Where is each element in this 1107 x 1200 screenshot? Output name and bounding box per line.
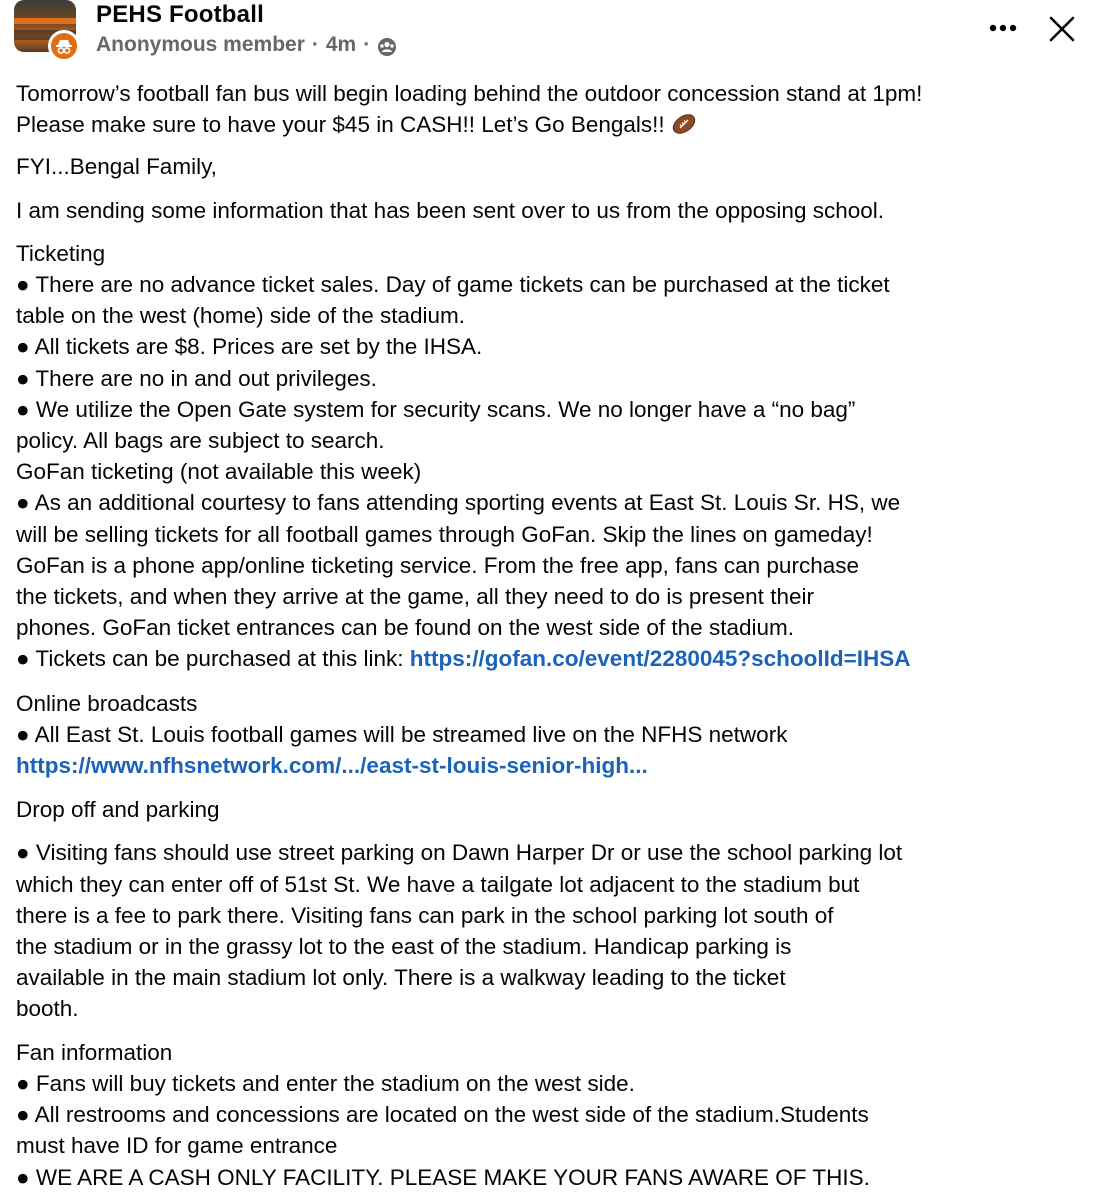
post-text-line: which they can enter off of 51st St. We have a tailgate lot adjacent to the stadium but	[16, 871, 860, 897]
post-text-line: policy. All bags are subject to search.	[16, 428, 385, 454]
football-emoji	[671, 112, 697, 134]
section-heading-gofan: GoFan ticketing (not available this week)	[16, 459, 422, 485]
post-text-line: will be selling tickets for all football games through GoFan. Skip the lines on gameday!	[16, 521, 873, 547]
post-text-line: ● WE ARE A CASH ONLY FACILITY. PLEASE MAKE YOUR FANS AWARE OF THIS.	[16, 1164, 870, 1190]
greeting: FYI...Bengal Family,	[16, 154, 217, 180]
anonymous-badge-icon	[48, 30, 80, 62]
post-text-line: ● All restrooms and concessions are located on the west side of the stadium.Students	[16, 1102, 869, 1128]
nfhs-network-link[interactable]: https://www.nfhsnetwork.com/.../east-st-louis-senior-high...	[16, 753, 648, 779]
section-heading-broadcasts: Online broadcasts	[16, 690, 198, 716]
post-text-line	[16, 109, 1096, 140]
post-text-line: the tickets, and when they arrive at the game, all they need to do is present their	[16, 584, 814, 610]
post-text-line: Tomorrow’s football fan bus will begin loading behind the outdoor concession stand at 1pm!	[16, 81, 923, 106]
post-text-line: available in the main stadium lot only. There is a walkway leading to the ticket	[16, 965, 786, 991]
post-text-line: ● Visiting fans should use street parking on Dawn Harper Dr or use the school parking lot	[16, 840, 903, 866]
gofan-ticket-link[interactable]: https://gofan.co/event/2280045?schoolId=IHSA	[409, 646, 911, 672]
post-text-line: ● All tickets are $8. Prices are set by the IHSA.	[16, 334, 483, 360]
post-text-line: table on the west (home) side of the stadium.	[16, 303, 465, 329]
meta-separator: ·	[311, 33, 319, 56]
post-text-line: phones. GoFan ticket entrances can be found on the west side of the stadium.	[16, 615, 794, 641]
post-text: ● Tickets can be purchased at this link:	[16, 646, 410, 672]
post-body	[16, 78, 1096, 1193]
sending-info: I am sending some information that has been sent over to us from the opposing school.	[16, 197, 884, 223]
post-text: Please make sure to have your $45 in CASH!! Let’s Go Bengals!!	[16, 112, 665, 138]
post-text-line	[16, 643, 1096, 674]
more-horizontal-icon[interactable]	[986, 18, 1022, 38]
post-text-line: GoFan is a phone app/online ticketing service. From the free app, fans can purchase	[16, 552, 859, 578]
section-heading-parking: Drop off and parking	[16, 797, 220, 823]
meta-separator: ·	[363, 33, 371, 56]
post-text-line: ● We utilize the Open Gate system for security scans. We no longer have a “no bag”	[16, 396, 856, 422]
post-text-line: ● There are no in and out privileges.	[16, 365, 377, 391]
section-heading-ticketing: Ticketing	[16, 240, 106, 266]
avatar-group[interactable]	[14, 0, 84, 60]
post-meta	[96, 33, 397, 57]
group-name-link[interactable]: PEHS Football	[96, 1, 264, 28]
post-text-line	[16, 750, 1096, 781]
post-text-line: ● All East St. Louis football games will be streamed live on the NFHS network	[16, 721, 788, 747]
post-text-line: ● There are no advance ticket sales. Day of game tickets can be purchased at the ticket	[16, 272, 890, 298]
post-text-line: ● Fans will buy tickets and enter the stadium on the west side.	[16, 1070, 635, 1096]
post-text-line: ● As an additional courtesy to fans attending sporting events at East St. Louis Sr. HS, we	[16, 490, 901, 516]
post-header	[0, 0, 1107, 66]
group-audience-icon[interactable]	[377, 37, 397, 57]
post-text-line: booth.	[16, 996, 79, 1022]
section-heading-fan-info: Fan information	[16, 1039, 173, 1065]
post-text-line: must have ID for game entrance	[16, 1133, 338, 1159]
post-text-line: there is a fee to park there. Visiting fans can park in the school parking lot south of	[16, 902, 834, 928]
post-time[interactable]: 4m	[325, 33, 357, 56]
post-text-line: the stadium or in the grassy lot to the east of the stadium. Handicap parking is	[16, 934, 792, 960]
author-name[interactable]: Anonymous member	[96, 33, 305, 56]
close-icon[interactable]	[1047, 14, 1077, 44]
